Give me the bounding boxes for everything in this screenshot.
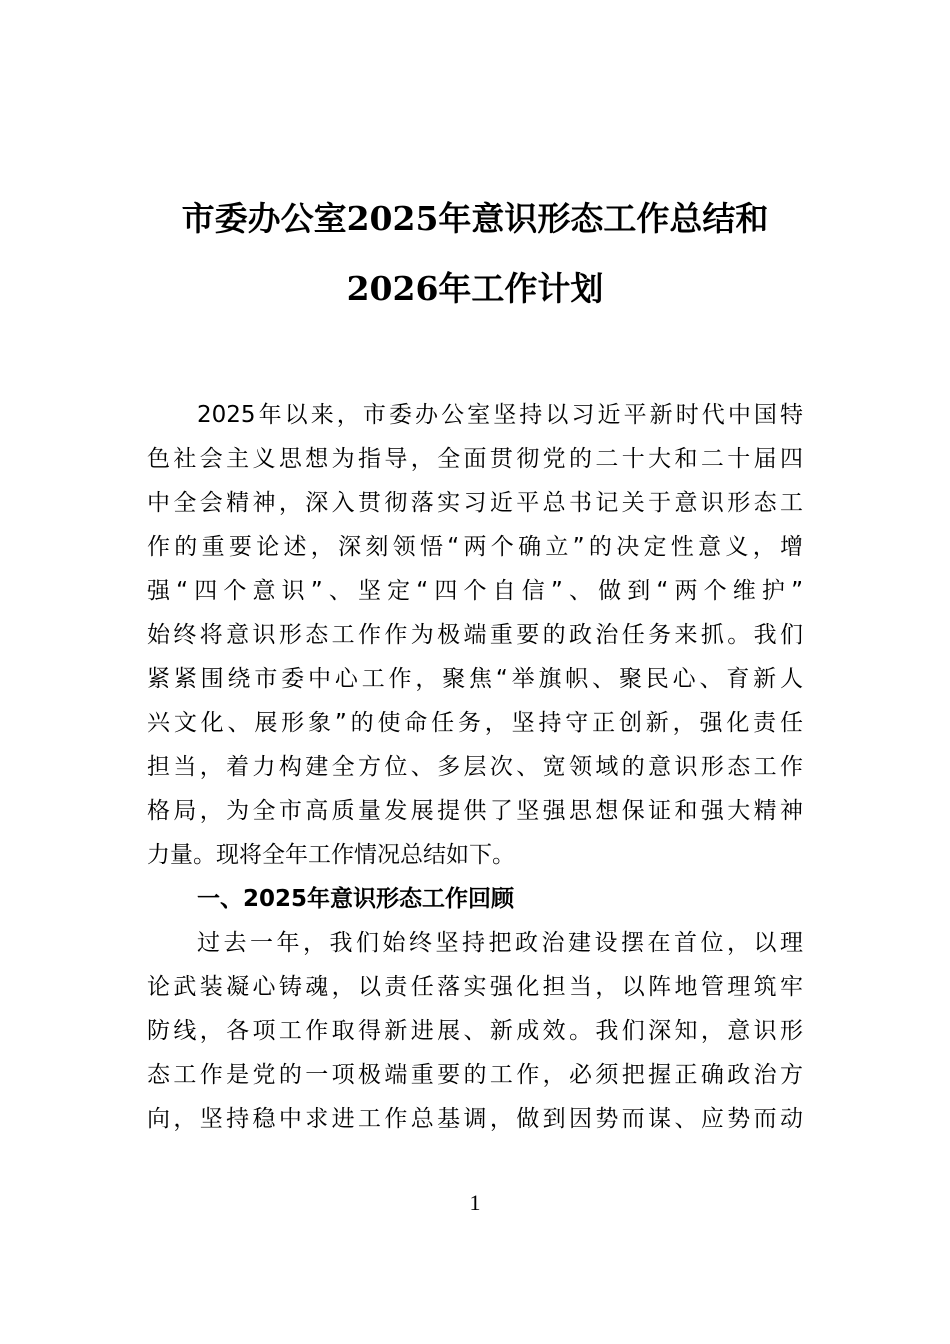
paragraph-line: 格局，为全市高质量发展提供了坚强思想保证和强大精神 xyxy=(147,798,803,824)
paragraph-line: 强“四个意识”、坚定“四个自信”、做到“两个维护” xyxy=(147,578,803,604)
paragraph-line: 紧紧围绕市委中心工作，聚焦“举旗帜、聚民心、育新人 xyxy=(147,666,803,692)
paragraph-line: 色社会主义思想为指导，全面贯彻党的二十大和二十届四 xyxy=(147,446,803,472)
paragraph-line: 中全会精神，深入贯彻落实习近平总书记关于意识形态工 xyxy=(147,490,803,516)
paragraph-line: 担当，着力构建全方位、多层次、宽领域的意识形态工作 xyxy=(147,754,803,780)
page-number: 1 xyxy=(469,1190,481,1215)
paragraph-line: 论武装凝心铸魂，以责任落实强化担当，以阵地管理筑牢 xyxy=(147,974,803,1000)
paragraph-line: 兴文化、展形象”的使命任务，坚持守正创新，强化责任 xyxy=(147,710,803,736)
paragraph-line: 态工作是党的一项极端重要的工作，必须把握正确政治方 xyxy=(147,1062,803,1088)
paragraph-line: 2025年以来，市委办公室坚持以习近平新时代中国特 xyxy=(197,402,803,428)
paragraph-line: 防线，各项工作取得新进展、新成效。我们深知，意识形 xyxy=(147,1018,803,1044)
paragraph-line: 力量。现将全年工作情况总结如下。 xyxy=(147,842,515,868)
paragraph-line: 作的重要论述，深刻领悟“两个确立”的决定性意义，增 xyxy=(147,534,803,560)
paragraph-line: 过去一年，我们始终坚持把政治建设摆在首位，以理 xyxy=(197,930,803,956)
section-heading: 一、2025年意识形态工作回顾 xyxy=(197,886,515,912)
paragraph-line: 向，坚持稳中求进工作总基调，做到因势而谋、应势而动 xyxy=(147,1106,803,1132)
document-title-line-2: 2026年工作计划 xyxy=(346,269,604,308)
document-title-line-1: 市委办公室2025年意识形态工作总结和 xyxy=(181,199,769,238)
paragraph-line: 始终将意识形态工作作为极端重要的政治任务来抓。我们 xyxy=(147,622,803,648)
